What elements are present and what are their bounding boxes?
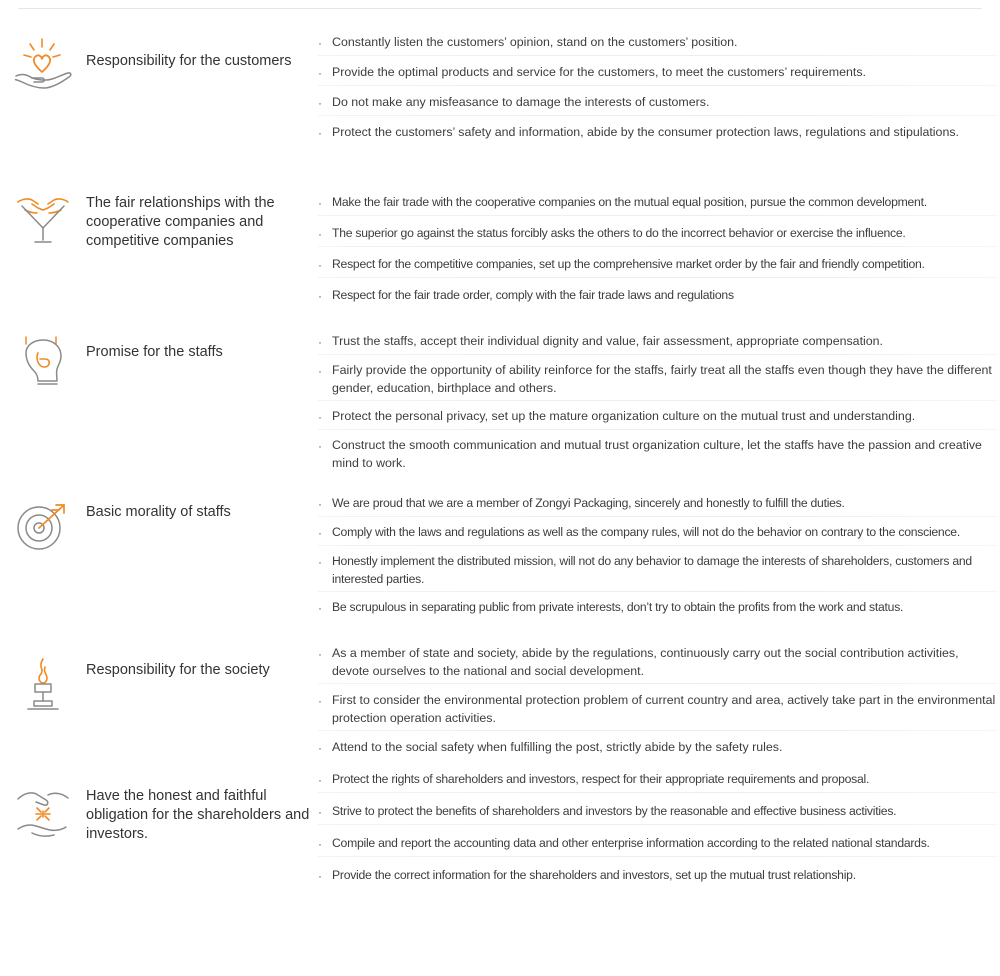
list-item-text: Protect the personal privacy, set up the mature organization culture on the mutual trust and understanding. [332,409,916,423]
top-divider [18,8,982,9]
section-icon-cell [0,182,86,248]
list-item-text: Attend to the social safety when fulfilling the post, strictly abide by the safety rules. [332,740,783,754]
bullet-marker: · [318,694,322,708]
list-item [318,553,998,588]
bullet-marker: · [318,36,322,50]
list-item-text: Strive to protect the benefits of shareholders and investors by the reasonable and effective business activities. [332,804,897,818]
torch-flame-icon [12,655,74,713]
section-title: Have the honest and faithful obligation for the shareholders and investors. [86,788,310,842]
section-items [318,633,1000,769]
list-item [318,94,998,112]
list-item [318,771,998,789]
hand-holding-heart-icon [12,36,74,94]
section-items [318,481,1000,628]
bullet-marker: · [318,289,322,303]
section-title-cell [86,761,318,844]
item-divider [318,730,998,731]
section-items [318,317,1000,483]
section-icon-cell [0,633,86,713]
list-item-text: Protect the rights of shareholders and investors, respect for their appropriate requirements and proposal. [332,772,870,786]
bullet-marker: · [318,96,322,110]
section-items [318,182,1000,318]
bullet-marker: · [318,335,322,349]
item-divider [318,85,998,86]
list-item-text: Do not make any misfeasance to damage the interests of customers. [332,95,710,109]
sections-list [0,30,1000,901]
list-item-text: Comply with the laws and regulations as well as the company rules, will not do the behavior on contrary to the conscience. [332,525,960,539]
section-title: Promise for the staffs [86,344,223,360]
bullet-marker: · [318,555,322,569]
section-items [318,761,1000,899]
list-item [318,64,998,82]
bullet-marker: · [318,741,322,755]
bullet-marker: · [318,196,322,210]
section-title: Basic morality of staffs [86,504,231,520]
section-title-cell [86,317,318,362]
list-item-text: First to consider the environmental protection problem of current country and area, actively take part in the environmental protection operation activities. [332,693,996,725]
list-item-text: Trust the staffs, accept their individual dignity and value, fair assessment, appropriate compensation. [332,334,883,348]
item-divider [318,115,998,116]
list-item-text: Respect for the fair trade order, comply with the fair trade laws and regulations [332,288,734,302]
list-item-text: As a member of state and society, abide by the regulations, continuously carry out the social contribution activities, devote ourselves to the national and social development. [332,646,959,678]
list-item [318,333,998,351]
list-item [318,124,998,142]
section-row [0,481,1000,633]
bullet-marker: · [318,258,322,272]
item-divider [318,277,998,278]
target-arrow-icon [12,497,74,555]
section-title: Responsibility for the customers [86,53,292,69]
item-divider [318,591,998,592]
list-item [318,362,998,397]
section-row [0,182,1000,317]
list-item-text: Provide the correct information for the shareholders and investors, set up the mutual trust relationship. [332,868,856,882]
list-item [318,739,998,757]
section-row [0,761,1000,901]
list-item [318,645,998,680]
hands-sparkle-icon [12,783,74,841]
list-item [318,437,998,472]
section-row [0,30,1000,182]
bullet-marker: · [318,227,322,241]
bullet-marker: · [318,126,322,140]
section-items [318,30,1000,154]
section-title-cell [86,633,318,680]
list-item-text: Honestly implement the distributed mission, will not do any behavior to damage the interests of shareholders, customers and interested parties. [332,554,972,586]
section-icon-cell [0,481,86,555]
section-title: Responsibility for the society [86,662,270,678]
section-icon-cell [0,761,86,841]
list-item [318,835,998,853]
list-item [318,194,998,212]
bullet-marker: · [318,837,322,851]
section-row [0,633,1000,761]
list-item-text: Constantly listen the customers’ opinion, stand on the customers’ position. [332,35,738,49]
section-title-cell [86,481,318,522]
item-divider [318,246,998,247]
item-divider [318,792,998,793]
item-divider [318,354,998,355]
bullet-marker: · [318,647,322,661]
list-item [318,256,998,274]
list-item-text: Protect the customers’ safety and information, abide by the consumer protection laws, regulations and stipulations. [332,125,959,139]
bullet-marker: · [318,410,322,424]
bullet-marker: · [318,497,322,511]
item-divider [318,856,998,857]
item-divider [318,516,998,517]
bullet-marker: · [318,773,322,787]
list-item [318,408,998,426]
list-item-text: Respect for the competitive companies, set up the comprehensive market order by the fair and friendly competition. [332,257,925,271]
list-item [318,803,998,821]
section-icon-cell [0,30,86,94]
section-title-cell [86,30,318,71]
section-row [0,317,1000,481]
section-title: The fair relationships with the cooperative companies and competitive companies [86,195,275,249]
list-item [318,225,998,243]
list-item [318,867,998,885]
section-title-cell [86,182,318,251]
item-divider [318,55,998,56]
bullet-marker: · [318,439,322,453]
list-item [318,34,998,52]
item-divider [318,429,998,430]
bullet-marker: · [318,364,322,378]
item-divider [318,215,998,216]
head-hand-idea-icon [12,333,74,391]
bullet-marker: · [318,66,322,80]
item-divider [318,824,998,825]
list-item-text: Compile and report the accounting data and other enterprise information according to the related national standards. [332,836,930,850]
item-divider [318,683,998,684]
list-item [318,287,998,305]
item-divider [318,400,998,401]
list-item-text: The superior go against the status forcibly asks the others to do the incorrect behavior or exercise the influence. [332,226,906,240]
list-item-text: Construct the smooth communication and mutual trust organization culture, let the staffs have the passion and creative mind to work. [332,438,982,470]
list-item [318,495,998,513]
list-item-text: Make the fair trade with the cooperative companies on the mutual equal position, pursue the common development. [332,195,927,209]
handshake-icon [12,190,74,248]
list-item [318,599,998,617]
list-item-text: We are proud that we are a member of Zongyi Packaging, sincerely and honestly to fulfill the duties. [332,496,845,510]
bullet-marker: · [318,601,322,615]
bullet-marker: · [318,805,322,819]
bullet-marker: · [318,869,322,883]
section-icon-cell [0,317,86,391]
list-item [318,524,998,542]
item-divider [318,545,998,546]
list-item-text: Fairly provide the opportunity of ability reinforce for the staffs, fairly treat all the staffs even though they have the different gender, education, birthplace and others. [332,363,992,395]
list-item [318,692,998,727]
bullet-marker: · [318,526,322,540]
list-item-text: Be scrupulous in separating public from private interests, don’t try to obtain the profits from the work and status. [332,600,904,614]
list-item-text: Provide the optimal products and service for the customers, to meet the customers’ requirements. [332,65,866,79]
